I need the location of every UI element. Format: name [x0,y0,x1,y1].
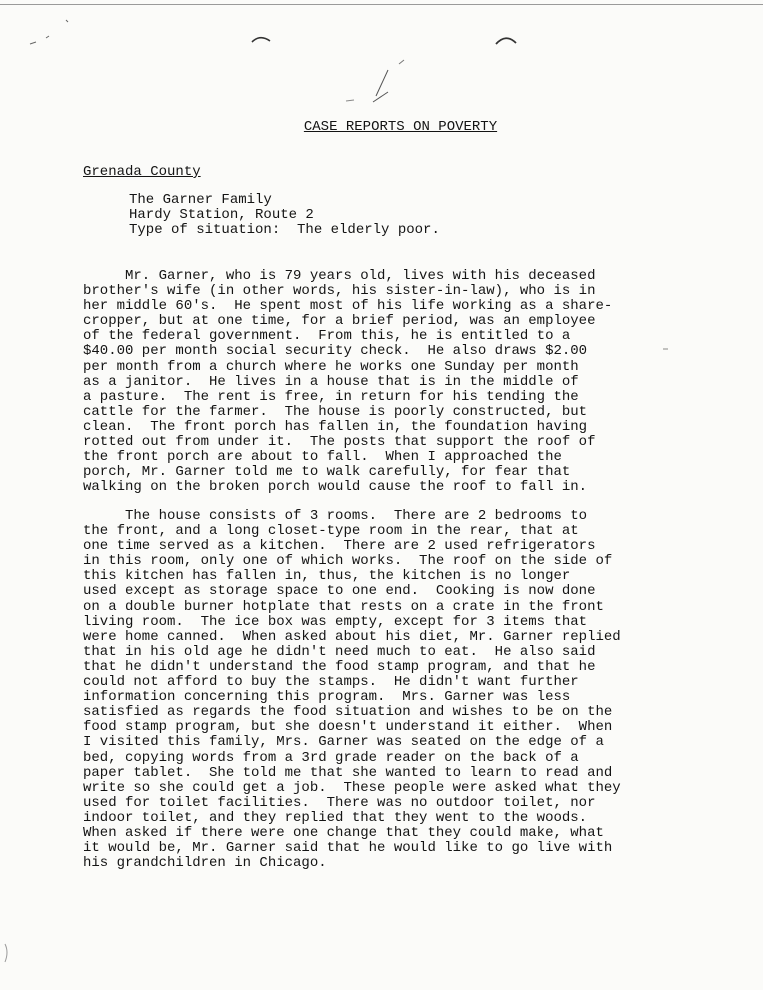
scan-top-edge [0,4,763,5]
text-line: in this room, only one of which works. The roof on the side of [83,553,613,570]
family-name: The Garner Family [129,192,272,208]
text-line: brother's wife (in other words, his sister-in-law), who is in [83,283,596,300]
text-line: as a janitor. He lives in a house that is in the middle of [83,373,579,390]
stray-mark-arc-right [496,38,516,44]
text-line: were home canned. When asked about his diet, Mr. Garner replied [83,628,621,645]
stray-mark-bottom [5,944,7,962]
text-line: write so she could get a job. These people were asked what they [83,779,621,796]
case-info-block [129,193,440,238]
text-line: living room. The ice box was empty, except for 3 items that [83,613,588,630]
situation-type: Type of situation: The elderly poor. [129,222,440,238]
text-line: cropper, but at one time, for a brief period, was an employee [83,313,596,330]
stray-mark-arc-left [252,38,270,42]
text-line: paper tablet. She told me that she wanted to learn to read and [83,764,613,781]
text-line: The house consists of 3 rooms. There are 2 bedrooms to [83,508,588,524]
text-line: this kitchen has fallen in, thus, the kitchen is no longer [83,568,571,585]
text-line: bed, copying words from a 3rd grade reader on the back of a [83,749,579,766]
text-line: indoor toilet, and they replied that they went to the woods. [83,809,588,826]
stray-mark-slash [373,70,388,102]
paragraph-1 [83,269,612,495]
text-line: food stamp program, but she doesn't understand it either. When [83,719,613,736]
county-heading: Grenada County [83,164,201,180]
text-line: cattle for the farmer. The house is poorly constructed, but [83,403,588,420]
text-line: satisfied as regards the food situation and wishes to be on the [83,704,613,721]
family-address: Hardy Station, Route 2 [129,207,314,223]
document-title: CASE REPORTS ON POVERTY [303,119,498,135]
paragraph-2 [83,509,621,871]
text-line: could not afford to buy the stamps. He didn't want further [83,674,579,691]
stray-mark-tick [399,60,404,64]
text-line: $40.00 per month social security check. He also draws $2.00 [83,343,588,360]
text-line: When asked if there were one change that they could make, what [83,824,604,841]
text-line: walking on the broken porch would cause the roof to fall in. [83,479,588,496]
text-line: one time served as a kitchen. There are 2 used refrigerators [83,538,596,555]
stray-mark-dash [346,100,354,101]
text-line: of the federal government. From this, he is entitled to a [83,328,571,345]
text-line: his grandchildren in Chicago. [83,855,327,872]
text-line: clean. The front porch has fallen in, the foundation having [83,418,588,435]
text-line: her middle 60's. He spent most of his life working as a share- [83,298,613,315]
text-line: it would be, Mr. Garner said that he would like to go live with [83,840,613,857]
text-line: used except as storage space to one end. Cooking is now done [83,583,596,600]
text-line: porch, Mr. Garner told me to walk carefully, for fear that [83,464,571,481]
text-line: the front, and a long closet-type room in the rear, that at [83,523,579,540]
text-line: the front porch are about to fall. When I approached the [83,449,562,466]
text-line: a pasture. The rent is free, in return for his tending the [83,388,579,405]
text-line: I visited this family, Mrs. Garner was seated on the edge of a [83,734,604,751]
stray-mark-corner [30,20,68,44]
text-line: rotted out from under it. The posts that support the roof of [83,434,596,451]
text-line: per month from a church where he works one Sunday per month [83,358,579,375]
text-line: that in his old age he didn't need much to eat. He also said [83,643,596,660]
text-line: used for toilet facilities. There was no outdoor toilet, nor [83,794,596,811]
text-line: Mr. Garner, who is 79 years old, lives with his deceased [83,268,596,284]
text-line: information concerning this program. Mrs. Garner was less [83,689,571,706]
text-line: that he didn't understand the food stamp program, and that he [83,658,596,675]
text-line: on a double burner hotplate that rests on a crate in the front [83,598,604,615]
